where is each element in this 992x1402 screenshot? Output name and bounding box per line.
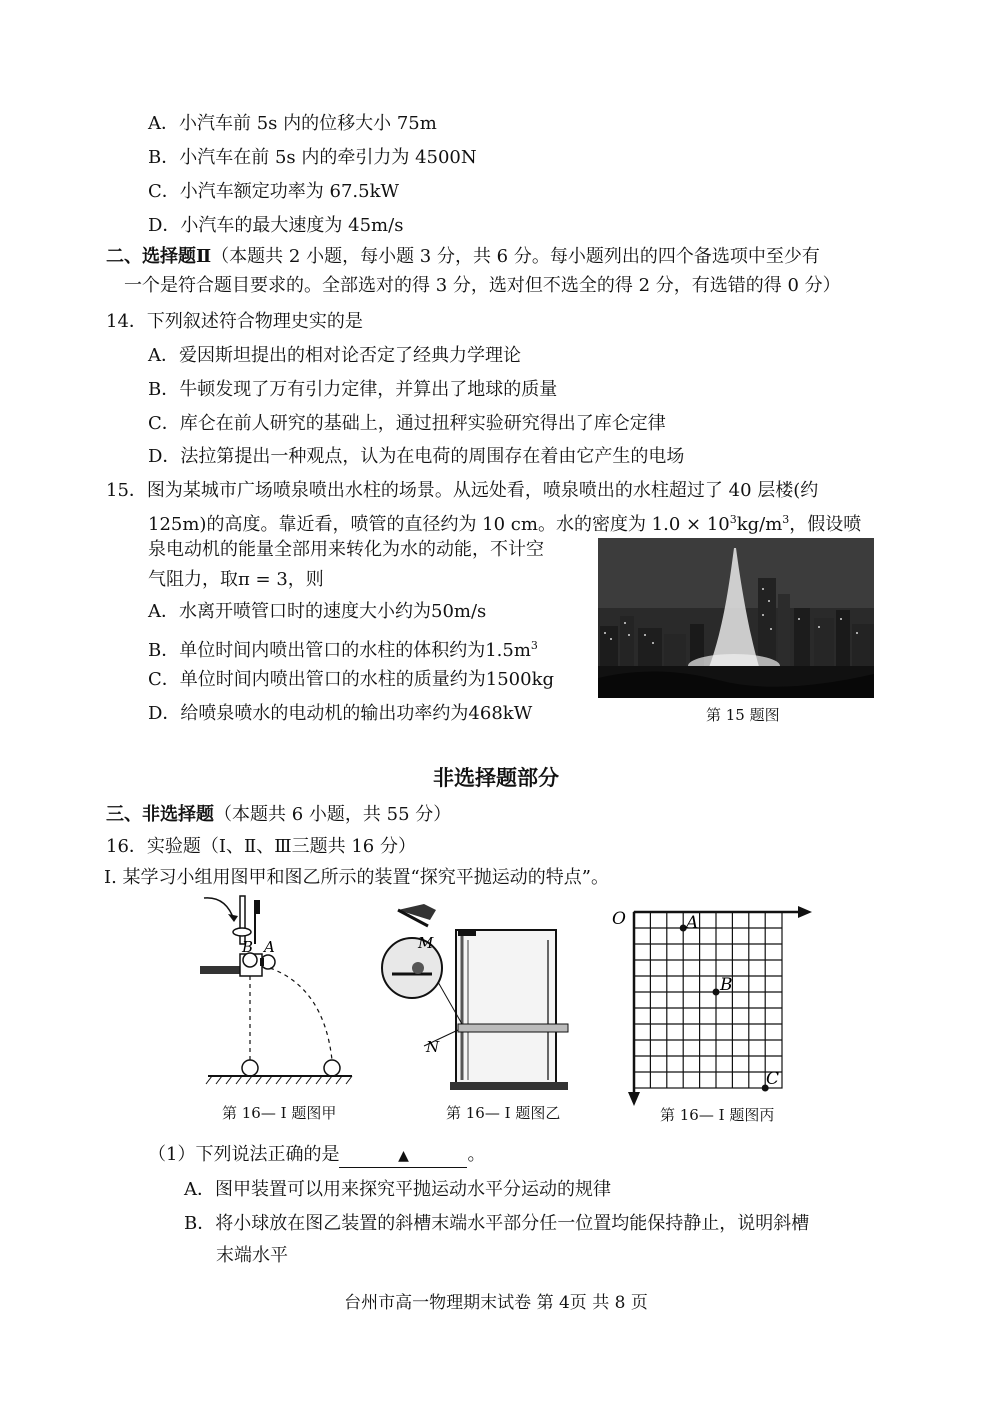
fig-b-label-m: M — [418, 934, 434, 952]
fig-c-caption: 第 16— Ⅰ 题图丙 — [660, 1106, 775, 1124]
page-footer: 台州市高一物理期末试卷 第 4页 共 8 页 — [344, 1293, 648, 1313]
q15-line1: 15．图为某城市广场喷泉喷出水柱的场景。从远处看，喷泉喷出的水柱超过了 40 层楼(约 — [106, 480, 819, 501]
nonchoice-section-title: 非选择题部分 — [433, 765, 559, 790]
section3-desc: （本题共 6 小题，共 55 分） — [214, 804, 452, 825]
section2-header — [106, 244, 820, 270]
q15-option-b-text: B．单位时间内喷出管口的水柱的体积约为1.5m — [148, 640, 531, 661]
section2-desc-line1: （本题共 2 小题，每小题 3 分，共 6 分。每小题列出的四个备选项中至少有 — [211, 246, 820, 267]
q16-sub1-option-b-line2: 末端水平 — [216, 1245, 288, 1266]
q15-option-b — [148, 633, 538, 664]
q14-option-a: A．爱因斯坦提出的相对论否定了经典力学理论 — [148, 345, 521, 366]
q15-option-d: D．给喷泉喷水的电动机的输出功率约为468kW — [148, 703, 533, 724]
q16-sub1-stem — [148, 1142, 485, 1170]
fig-c-label-b: B — [720, 975, 733, 995]
q14-option-b: B．牛顿发现了万有引力定律，并算出了地球的质量 — [148, 379, 558, 400]
q16-sub1-option-b-line1: B．将小球放在图乙装置的斜槽末端水平部分任一位置均能保持静止，说明斜槽 — [184, 1213, 810, 1234]
fig-b-label-n: N — [426, 1038, 440, 1056]
q15-line2-b: kg/m — [736, 514, 783, 535]
q13-option-b: B．小汽车在前 5s 内的牵引力为 4500N — [148, 147, 477, 168]
fig-a-caption: 第 16— Ⅰ 题图甲 — [222, 1104, 337, 1122]
figure-16-1-b — [378, 900, 578, 1096]
q15-line2-a: 125m)的高度。靠近看，喷管的直径约为 10 cm。水的密度为 1.0 × 10 — [148, 514, 730, 535]
q16-sub1-answer-blank — [339, 1140, 467, 1168]
fig-c-label-c: C — [766, 1069, 780, 1089]
q15-option-b-sup: 3 — [530, 639, 538, 652]
q15-option-c: C．单位时间内喷出管口的水柱的质量约为1500kg — [148, 669, 555, 690]
q13-option-a: A．小汽车前 5s 内的位移大小 75m — [148, 113, 437, 134]
q13-option-d: D．小汽车的最大速度为 45m/s — [148, 215, 404, 236]
q15-line2 — [148, 507, 861, 538]
fig-c-label-o: O — [612, 909, 626, 929]
q16-sub1-prefix: （1）下列说法正确的是 — [148, 1144, 340, 1165]
fountain-scene-image — [598, 538, 874, 698]
answer-triangle-icon: ▲ — [398, 1148, 409, 1164]
section2-title: 二、选择题Ⅱ — [106, 246, 212, 267]
q13-option-c: C．小汽车额定功率为 67.5kW — [148, 181, 399, 202]
q16-part1: Ⅰ. 某学习小组用图甲和图乙所示的装置“探究平抛运动的特点”。 — [104, 867, 609, 888]
q15-line4: 气阻力，取π = 3，则 — [148, 569, 324, 590]
q15-line3: 泉电动机的能量全部用来转化为水的动能，不计空 — [148, 539, 544, 560]
q14-stem: 14．下列叙述符合物理史实的是 — [106, 311, 363, 332]
q15-line2-sup2: 3 — [782, 513, 790, 526]
q15-line2-sup1: 3 — [729, 513, 737, 526]
q15-line2-c: ，假设喷 — [789, 514, 862, 535]
figure-16-1-a — [196, 892, 362, 1092]
fountain-photo — [598, 538, 874, 698]
fig-b-caption: 第 16— Ⅰ 题图乙 — [446, 1104, 561, 1122]
section2-desc-line2: 一个是符合题目要求的。全部选对的得 3 分，选对但不选全的得 2 分，有选错的得 0 分） — [124, 275, 841, 296]
q15-option-a: A．水离开喷管口时的速度大小约为50m/s — [148, 601, 487, 622]
fig-c-label-a: A — [686, 913, 699, 933]
q16-sub1-suffix: 。 — [467, 1144, 486, 1165]
figure-16-1-c — [606, 898, 820, 1110]
q16-stem: 16．实验题（Ⅰ、Ⅱ、Ⅲ三题共 16 分） — [106, 836, 416, 857]
section3-header — [106, 802, 451, 828]
q15-figure-caption: 第 15 题图 — [706, 706, 780, 724]
q14-option-c: C．库仑在前人研究的基础上，通过扭秤实验研究得出了库仑定律 — [148, 413, 666, 434]
q14-option-d: D．法拉第提出一种观点，认为在电荷的周围存在着由它产生的电场 — [148, 446, 685, 467]
fig-a-label-a: A — [264, 938, 275, 956]
q16-sub1-option-a: A．图甲装置可以用来探究平抛运动水平分运动的规律 — [184, 1179, 611, 1200]
section3-title: 三、非选择题 — [106, 804, 214, 825]
fig-a-label-b: B — [242, 938, 254, 956]
